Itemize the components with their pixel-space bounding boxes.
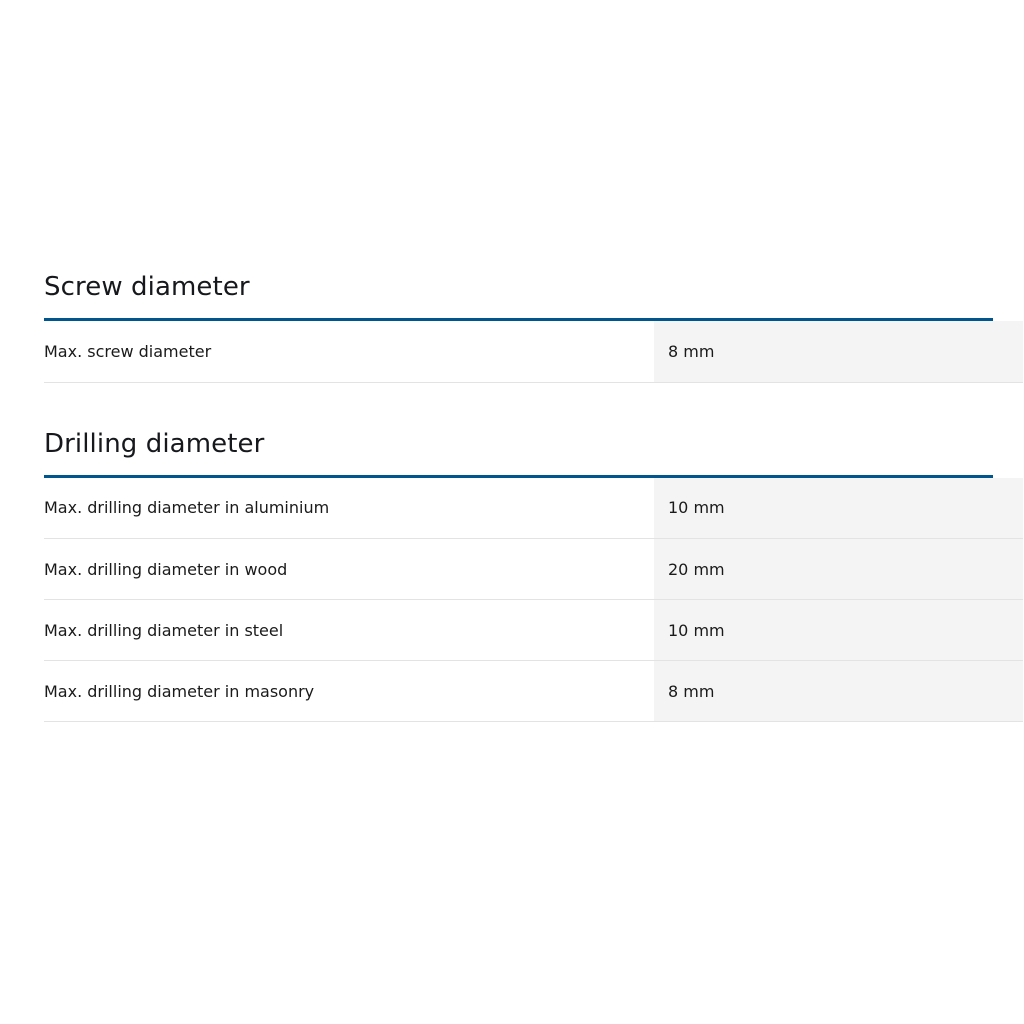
spec-table-drilling-diameter: [44, 478, 1023, 723]
table-row: [44, 600, 1023, 661]
spec-value: 20 mm: [654, 539, 1023, 600]
spec-value: 8 mm: [654, 661, 1023, 722]
section-title-drilling-diameter: Drilling diameter: [44, 428, 265, 459]
specification-content: [44, 272, 993, 722]
spec-value: 10 mm: [654, 478, 1023, 539]
spec-table-screw-diameter: [44, 321, 1023, 383]
section-screw-diameter: [44, 272, 993, 383]
spec-label: Max. drilling diameter in steel: [44, 600, 654, 661]
spec-label: Max. drilling diameter in aluminium: [44, 478, 654, 539]
spec-label: Max. screw diameter: [44, 321, 654, 382]
section-drilling-diameter: [44, 429, 993, 723]
section-title-screw-diameter: Screw diameter: [44, 272, 250, 302]
table-row: [44, 321, 1023, 382]
spec-value: 8 mm: [654, 321, 1023, 382]
table-row: [44, 661, 1023, 722]
spec-label: Max. drilling diameter in masonry: [44, 661, 654, 722]
table-row: [44, 478, 1023, 539]
spec-label: Max. drilling diameter in wood: [44, 539, 654, 600]
table-row: [44, 539, 1023, 600]
spec-value: 10 mm: [654, 600, 1023, 661]
